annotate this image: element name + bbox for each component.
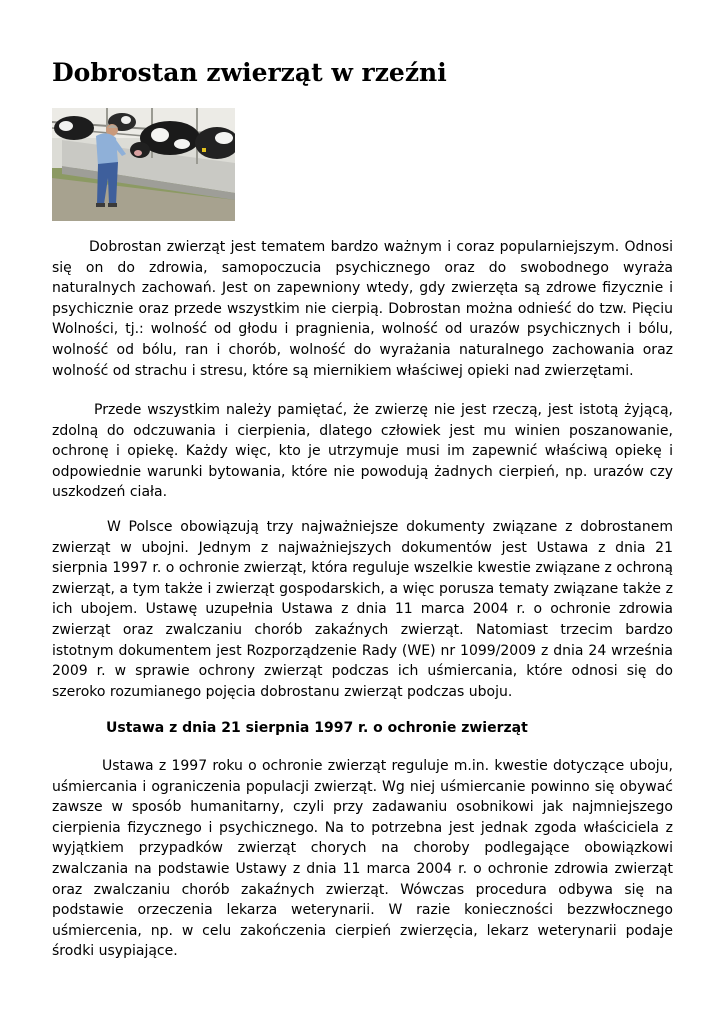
page-title: Dobrostan zwierząt w rzeźni [52, 58, 447, 87]
paragraph-documents-in-poland: W Polsce obowiązują trzy najważniejsze dokumenty związane z dobrostanem zwierząt w ubojni. Jednym z najważniejszych dokumentów jest Ustawa z dnia 21 sierpnia 1997 r. o ochronie zwierząt, która reguluje wszelkie kwestie związane z ochroną zwierząt, a tym także i zwierząt gospodarskich, a więc porusza tematy związane także z ich ubojem. Ustawę uzupełnia Ustawa z dnia 11 marca 2004 r. o ochronie zdrowia zwierząt oraz zwalczaniu chorób zakaźnych zwierząt. Natomiast trzecim bardzo istotnym dokumentem jest Rozporządzenie Rady (WE) nr 1099/2009 z dnia 24 września 2009 r. w sprawie ochrony zwierząt podczas ich uśmiercania, które odnosi się do szeroko rozumianego pojęcia dobrostanu zwierząt podczas uboju. [52, 519, 673, 700]
farmer-with-cows-photo [52, 108, 235, 221]
section-heading: Ustawa z dnia 21 sierpnia 1997 r. o ochronie zwierząt [106, 720, 528, 736]
paragraph-animal-not-object: Przede wszystkim należy pamiętać, że zwierzę nie jest rzeczą, jest istotą żyjącą, zdolną do odczuwania i cierpienia, dlatego człowiek jest mu winien poszanowanie, ochronę i opiekę. Każdy więc, kto je utrzymuje musi im zapewnić właściwą opiekę i odpowiednie warunki bytowania, które nie powodują żadnych cierpień, np. urazów czy uszkodzeń ciała. [52, 402, 673, 501]
paragraph-intro: Dobrostan zwierząt jest tematem bardzo ważnym i coraz popularniejszym. Odnosi się on do zdrowia, samopoczucia psychicznego oraz do swobodnego wyraża naturalnych zachowań. Jest on zapewniony wtedy, gdy zwierzęta są zdrowe fizycznie i psychicznie oraz przede wszystkim nie cierpią. Dobrostan można odnieść do tzw. Pięciu Wolności, tj.: wolność od głodu i pragnienia, wolność od urazów psychicznych i bólu, wolność od bólu, ran i chorób, wolność do wyrażania naturalnego zachowania oraz wolność od strachu i stresu, które są miernikiem właściwej opieki nad zwierzętami. [52, 239, 673, 379]
paragraph-act-1997: Ustawa z 1997 roku o ochronie zwierząt reguluje m.in. kwestie dotyczące uboju, uśmiercania i ograniczenia populacji zwierząt. Wg niej uśmiercanie powinno się obywać zawsze w sposób humanitarny, czyli przy zadawaniu osobnikowi jak najmniejszego cierpienia fizycznego i psychicznego. Na to potrzebna jest jednak zgoda właściciela z wyjątkiem przypadków zwierząt chorych na choroby podlegające obowiązkowi zwalczania na podstawie Ustawy z dnia 11 marca 2004 r. o ochronie zdrowia zwierząt oraz zwalczaniu chorób zakaźnych zwierząt. Wówczas procedura odbywa się na podstawie orzeczenia lekarza weterynarii. W razie konieczności bezzwłocznego uśmiercenia, np. w celu zakończenia cierpień zwierzęcia, lekarz weterynarii podaje środki usypiające. [52, 758, 673, 960]
